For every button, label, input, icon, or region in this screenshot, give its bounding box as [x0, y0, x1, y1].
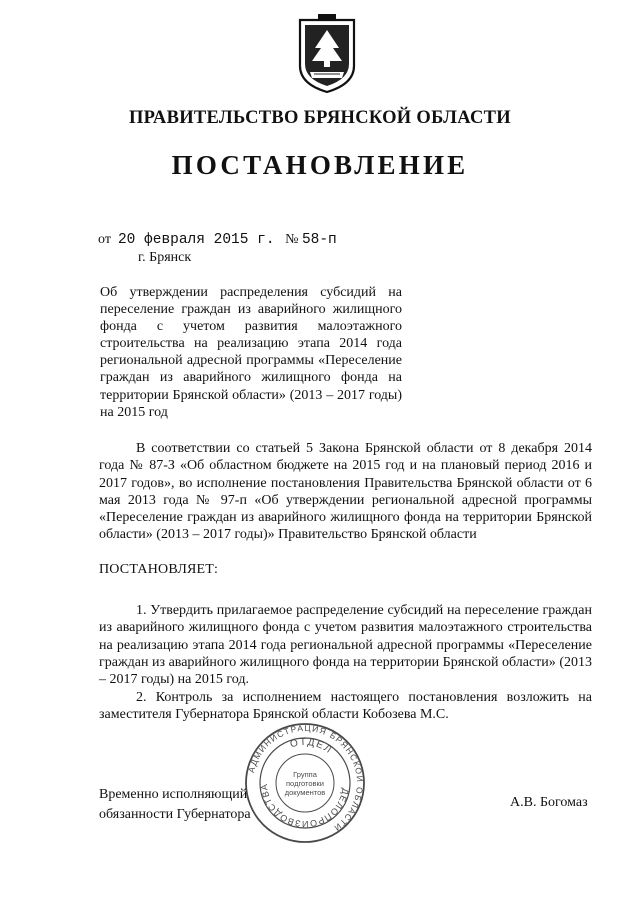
- stamp-center-line-1: Группа: [293, 770, 317, 779]
- document-date: 20 февраля 2015 г.: [117, 232, 275, 248]
- office-stamp: [244, 722, 366, 844]
- signatory-name: А.В. Богомаз: [510, 795, 588, 810]
- document-number: 58-п: [301, 232, 337, 248]
- signatory-title: [99, 785, 251, 824]
- signatory-title-line-2: обязанности Губернатора: [99, 806, 251, 822]
- document-type-heading: ПОСТАНОВЛЕНИЕ: [171, 150, 469, 180]
- stamp-unit-text: ДЕЛОПРОИЗВОДСТВА: [258, 782, 351, 830]
- stamp-dept-text: ОТДЕЛ: [288, 736, 335, 757]
- svg-text:ОТДЕЛ: [289, 737, 334, 756]
- resolution-item-2: 2. Контроль за исполнением настоящего постановления возложить на заместителя Губернатора Брянской области Кобозева М.С.: [99, 690, 592, 723]
- city: г. Брянск: [138, 250, 192, 265]
- preamble-paragraph: В соответствии со статьей 5 Закона Брянской области от 8 декабря 2014 года № 87-З «Об областном бюджете на 2015 год и на плановый период 2016 и 2017 годов», во исполнение постановления Правительства Брянской области от 6 мая 2013 года № 97-п «Об утверждении региональной адресной программы «Переселение граждан из аварийного жилищного фонда на территории Брянской области» (2013 – 2017 годы)» Правительство Брянской области: [99, 441, 592, 543]
- resolve-heading: ПОСТАНОВЛЯЕТ:: [99, 562, 219, 577]
- stamp-outer-text: АДМИНИСТРАЦИЯ БРЯНСКОЙ ОБЛАСТИ: [246, 722, 366, 834]
- number-prefix: №: [285, 232, 299, 247]
- resolution-item-1: 1. Утвердить прилагаемое распределение субсидий на переселение граждан из аварийного жилищного фонда с учетом развития малоэтажного строительства на реализацию этапа 2014 года региональной адресной программы «Переселение граждан из аварийного жилищного фонда на территории Брянской области» (2013 – 2017 годы) на 2015 год.: [99, 603, 592, 688]
- date-prefix: от: [98, 232, 111, 247]
- signatory-title-line-1: Временно исполняющий: [99, 787, 248, 802]
- document-subject: Об утверждении распределения субсидий на переселение граждан из аварийного жилищного фонда с учетом развития малоэтажного строительства на реализацию этапа 2014 года региональной адресной программы «Переселение граждан из аварийного жилищного фонда на территории Брянской области» (2013 – 2017 годы) на 2015 год: [100, 285, 402, 420]
- government-title: ПРАВИТЕЛЬСТВО БРЯНСКОЙ ОБЛАСТИ: [128, 108, 511, 128]
- stamp-center-line-3: документов: [284, 788, 326, 797]
- stamp-center-line-2: подготовки: [286, 779, 324, 788]
- coat-of-arms-icon: [296, 14, 358, 96]
- date-number-line: [98, 232, 337, 248]
